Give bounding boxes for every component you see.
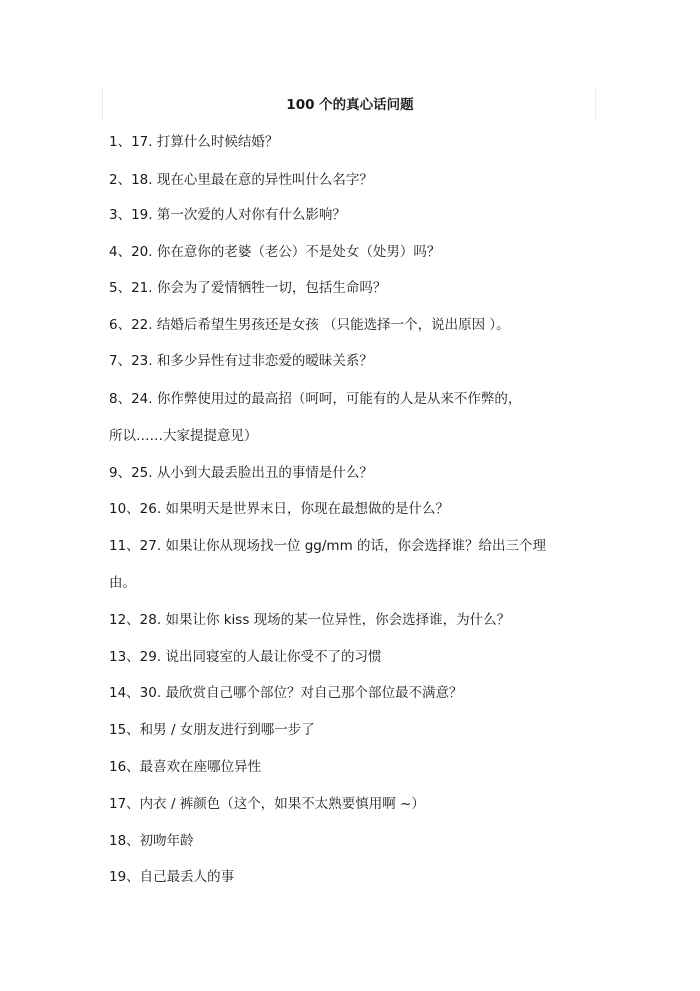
question-line: 3、19. 第一次爱的人对你有什么影响？: [109, 207, 346, 223]
question-line: 18、初吻年龄: [109, 833, 194, 849]
question-line: 1、17. 打算什么时候结婚？: [109, 134, 279, 150]
question-line: 13、29. 说出同寝室的人最让你受不了的习惯: [109, 649, 382, 665]
question-line: 17、内衣 / 裤颜色（这个，如果不太熟要慎用啊 ~）: [109, 796, 425, 812]
question-line: 10、26. 如果明天是世界末日，你现在最想做的是什么？: [109, 501, 449, 517]
question-line: 2、18. 现在心里最在意的异性叫什么名字？: [109, 172, 373, 188]
question-line: 5、21. 你会为了爱情牺牲一切，包括生命吗？: [109, 280, 387, 296]
question-line-continued: 所以……大家提提意见）: [109, 428, 258, 444]
question-line: 4、20. 你在意你的老婆（老公）不是处女（处男）吗？: [109, 244, 441, 260]
question-line: 12、28. 如果让你 kiss 现场的某一位异性，你会选择谁，为什么？: [109, 612, 511, 628]
question-line: 7、23. 和多少异性有过非恋爱的暧昧关系？: [109, 353, 373, 369]
question-line: 8、24. 你作弊使用过的最高招（呵呵，可能有的人是从来不作弊的，: [109, 391, 522, 407]
question-line: 11、27. 如果让你从现场找一位 gg/mm 的话，你会选择谁？给出三个理: [109, 538, 547, 554]
question-line: 15、和男 / 女朋友进行到哪一步了: [109, 722, 315, 738]
question-line: 19、自己最丢人的事: [109, 869, 235, 885]
question-line: 16、最喜欢在座哪位异性: [109, 759, 262, 775]
question-line: 14、30. 最欣赏自己哪个部位？对自己那个部位最不满意？: [109, 685, 463, 701]
document-title: 100 个的真心话问题: [286, 97, 414, 113]
question-line-continued: 由。: [109, 575, 136, 591]
question-line: 6、22. 结婚后希望生男孩还是女孩 （只能选择一个，说出原因 ）。: [109, 317, 510, 333]
question-line: 9、25. 从小到大最丢脸出丑的事情是什么？: [109, 465, 373, 481]
